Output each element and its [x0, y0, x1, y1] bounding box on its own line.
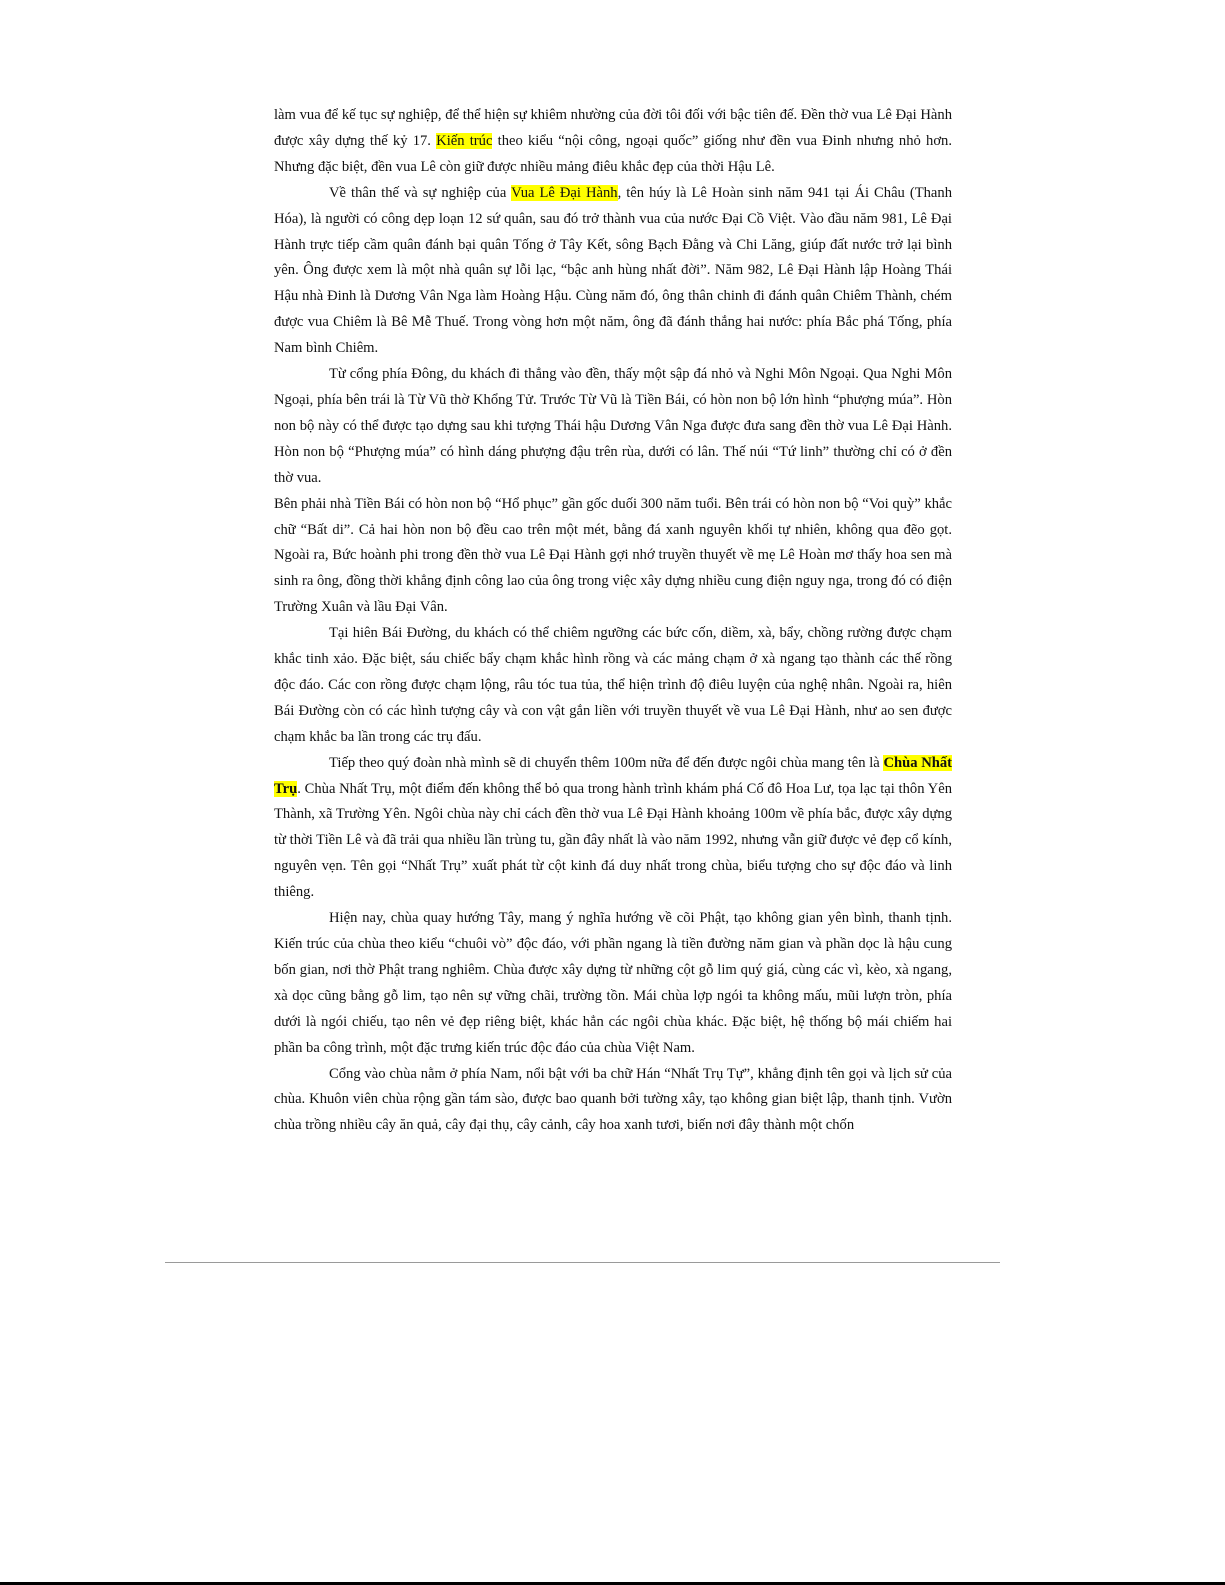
text-run: . Chùa Nhất Trụ, một điểm đến không thể bỏ qua trong hành trình khám phá Cố đô Hoa Lư, tọa lạc tại thôn Yên Thành, xã Trường Yên. Ngôi chùa này chỉ cách đền thờ vua Lê Đại Hành khoảng 100m về phía bắc, được xây dựng từ thời Tiền Lê và đã trải qua nhiều lần trùng tu, gần đây nhất là vào năm 1992, nhưng vẫn giữ được vẻ đẹp cổ kính, nguyên vẹn. Tên gọi “Nhất Trụ” xuất phát từ cột kinh đá duy nhất trong chùa, biểu tượng cho sự độc đáo và linh thiêng.: [274, 780, 952, 901]
text-run: Bên phải nhà Tiền Bái có hòn non bộ “Hổ phục” gần gốc duối 300 năm tuổi. Bên trái có hòn non bộ “Voi quỳ” khắc chữ “Bất di”. Cả hai hòn non bộ đều cao trên một mét, bằng đá xanh nguyên khối tự nhiên, không qua đẽo gọt. Ngoài ra, Bức hoành phi trong đền thờ vua Lê Đại Hành gợi nhớ truyền thuyết về mẹ Lê Hoàn mơ thấy hoa sen mà sinh ra ông, đồng thời khẳng định công lao của ông trong việc xây dựng nhiều cung điện nguy nga, trong đó có điện Trường Xuân và lầu Đại Vân.: [274, 495, 952, 616]
document-body: [274, 103, 952, 1139]
highlighted-text: Kiến trúc: [436, 132, 493, 149]
text-run: làm vua để kế tục sự nghiệp, để thể hiện sự khiêm nhường của đời tôi đối với bậc tiên đế. Đền thờ vua Lê Đại Hành được xây dựng thế kỷ 17.: [274, 107, 952, 149]
paragraph-7: [274, 906, 952, 1061]
text-run: , tên húy là Lê Hoàn sinh năm 941 tại Ái Châu (Thanh Hóa), là người có công dẹp loạn 12 sứ quân, sau đó trở thành vua của nước Đại Cồ Việt. Vào đầu năm 981, Lê Đại Hành trực tiếp cầm quân đánh bại quân Tống ở Tây Kết, sông Bạch Đằng và Chi Lăng, giúp đất nước trở lại bình yên. Ông được xem là một nhà quân sự lỗi lạc, “bậc anh hùng nhất đời”. Năm 982, Lê Đại Hành lập Hoàng Thái Hậu nhà Đinh là Dương Vân Nga làm Hoàng Hậu. Cùng năm đó, ông thân chinh đi đánh quân Chiêm Thành, chém được vua Chiêm là Bê Mễ Thuế. Trong vòng hơn một năm, ông đã đánh thắng hai nước: phía Bắc phá Tống, phía Nam bình Chiêm.: [274, 184, 952, 357]
paragraph-2: [274, 181, 952, 362]
highlighted-text: Vua Lê Đại Hành: [511, 184, 618, 201]
text-run: theo kiểu “nội công, ngoại quốc” giống như đền vua Đinh nhưng nhỏ hơn. Nhưng đặc biệt, đền vua Lê còn giữ được nhiều mảng điêu khắc đẹp của thời Hậu Lê.: [274, 132, 952, 175]
paragraph-3: [274, 362, 952, 492]
paragraph-5: [274, 621, 952, 751]
paragraph-6: [274, 751, 952, 906]
text-run: Cổng vào chùa nằm ở phía Nam, nổi bật với ba chữ Hán “Nhất Trụ Tự”, khẳng định tên gọi và lịch sử của chùa. Khuôn viên chùa rộng gần tám sào, được bao quanh bởi tường xây, tạo không gian biệt lập, thanh tịnh. Vườn chùa trồng nhiều cây ăn quả, cây đại thụ, cây cảnh, cây hoa xanh tươi, biến nơi đây thành một chốn: [274, 1065, 952, 1134]
text-run: Hiện nay, chùa quay hướng Tây, mang ý nghĩa hướng về cõi Phật, tạo không gian yên bình, thanh tịnh. Kiến trúc của chùa theo kiểu “chuôi vò” độc đáo, với phần ngang là tiền đường năm gian và phần dọc là hậu cung bốn gian, nơi thờ Phật trang nghiêm. Chùa được xây dựng từ những cột gỗ lim quý giá, cùng các vì, kèo, xà ngang, xà dọc cũng bằng gỗ lim, tạo nên sự vững chãi, trường tồn. Mái chùa lợp ngói ta không mấu, mũi lượn tròn, phía dưới là ngói chiếu, tạo nên vẻ đẹp riêng biệt, khác hẳn các ngôi chùa khác. Đặc biệt, hệ thống bộ mái chiếm hai phần ba công trình, một đặc trưng kiến trúc độc đáo của chùa Việt Nam.: [274, 910, 952, 1056]
paragraph-1: [274, 103, 952, 181]
text-run: Từ cổng phía Đông, du khách đi thẳng vào đền, thấy một sập đá nhỏ và Nghi Môn Ngoại. Qua Nghi Môn Ngoại, phía bên trái là Từ Vũ thờ Khổng Tử. Trước Từ Vũ là Tiền Bái, có hòn non bộ lớn hình “phượng múa”. Hòn non bộ này có thể được tạo dựng sau khi tượng Thái hậu Dương Vân Nga được đưa sang đền thờ vua Lê Đại Hành. Hòn non bộ “Phượng múa” có hình dáng phượng đậu trên rùa, dưới có lân. Thế núi “Tứ linh” thường chỉ có ở đền thờ vua.: [274, 366, 952, 486]
text-run: Tại hiên Bái Đường, du khách có thể chiêm ngưỡng các bức cốn, diềm, xà, bẩy, chồng rường được chạm khắc tinh xảo. Đặc biệt, sáu chiếc bẩy chạm khắc hình rồng và các mảng chạm ở xà ngang tạo thành các thế rồng độc đáo. Các con rồng được chạm lộng, râu tóc tua tủa, thể hiện trình độ điêu luyện của nghệ nhân. Ngoài ra, hiên Bái Đường còn có các hình tượng cây và con vật gắn liền với truyền thuyết về vua Lê Đại Hành, như ao sen được chạm khắc ba lần trong các trụ đấu.: [274, 625, 952, 745]
paragraph-8: [274, 1062, 952, 1140]
page-divider-tail: [975, 1262, 1000, 1263]
text-run: Về thân thế và sự nghiệp của: [329, 184, 512, 201]
paragraph-4: [274, 492, 952, 622]
page-divider: [165, 1262, 1000, 1263]
text-run: Tiếp theo quý đoàn nhà mình sẽ di chuyển thêm 100m nữa để đến được ngôi chùa mang tên là: [329, 754, 884, 771]
highlighted-bold-text: Chùa Nhất Trụ: [274, 754, 953, 797]
